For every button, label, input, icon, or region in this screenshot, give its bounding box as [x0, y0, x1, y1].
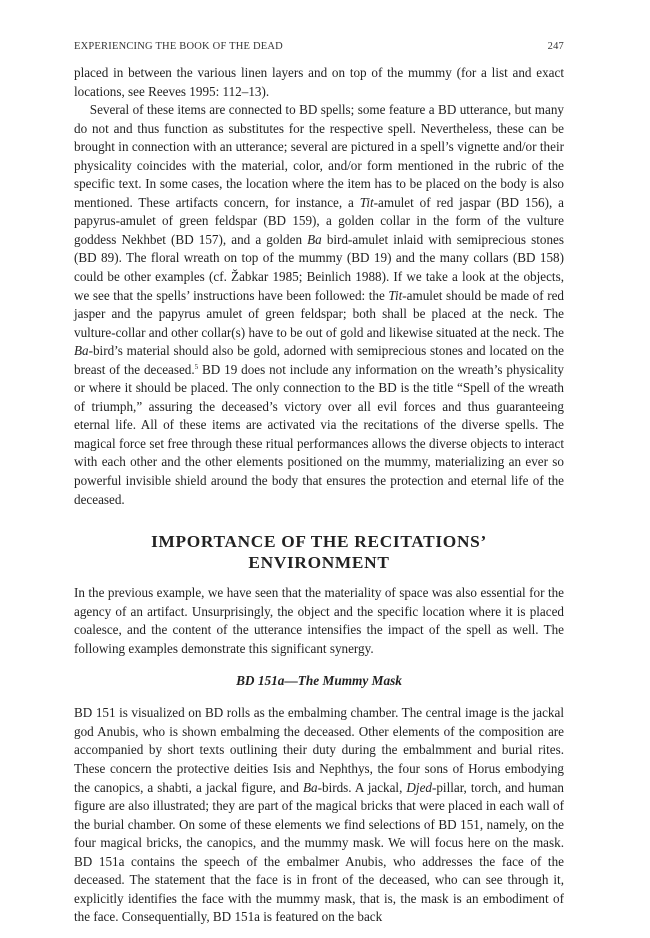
subsection-heading: BD 151a—The Mummy Mask: [236, 673, 402, 689]
footnote-marker[interactable]: 5: [194, 362, 199, 371]
paragraph-amulets: [74, 101, 564, 509]
paragraph-bd151: [74, 704, 564, 927]
italic-term: Ba: [74, 343, 89, 359]
italic-term: Djed: [406, 779, 432, 795]
body-text: [74, 64, 564, 927]
running-title: EXPERIENCING THE BOOK OF THE DEAD: [74, 41, 283, 52]
paragraph-text: In the previous example, we have seen that the materiality of space was also essential for the agency of an artifact. Unsurprisingly, the object and the specific location where it is placed coalesce, and the content of the utterance intensifies the impact of the spell as well. The following examples demonstrate this significant synergy.: [74, 585, 564, 656]
italic-term: Ba: [303, 779, 318, 795]
text-run: -bird’s material should also be gold, adorned with semiprecious stones and located on the breast of the deceased.: [74, 343, 564, 377]
text-run: BD 151 is visualized on BD rolls as the embalming chamber. The central image is the jackal god Anubis, who is shown embalming the deceased. Other elements of the composition are accompanied by short texts outlining their duty during the embalmment and burial rites. These concern the protective deities Isis and Nephthys, the four sons of Horus embodying the canopics, a shabti, a jackal figure, and: [74, 705, 564, 795]
italic-term: Tit: [359, 194, 374, 210]
text-run: bird-amulet inlaid with semiprecious stones (BD 89). The floral wreath on top of the mummy (BD 19) and the many collars (BD 158) could be other examples (cf. Žabkar 1985; Beinlich 1988). If we take a look at the objects, we see that the spells’ instructions have been followed: the: [74, 231, 564, 303]
italic-term: Ba: [307, 231, 322, 247]
paragraph-text: placed in between the various linen layers and on top of the mummy (for a list and exact locations, see Reeves 1995: 112–13).: [74, 65, 564, 99]
section-heading: IMPORTANCE OF THE RECITATIONS’ ENVIRONMENT: [151, 532, 487, 573]
book-page: [74, 41, 564, 927]
page-number: 247: [547, 41, 564, 52]
text-run: BD 19 does not include any information on the wreath’s physicality or where it should be placed. The only connection to the BD is the title “Spell of the wreath of triumph,” assuring the deceased’s victory over all evil forces and thus guaranteeing eternal life. All of these items are activated via the recitations of the diverse spells. The magical force set free through these ritual performances allows the diverse objects to interact with each other and the other elements positioned on the mummy, materializing an ever so powerful invisible shield around the body that ensures the protection and eternal life of the deceased.: [74, 361, 564, 507]
running-head: [74, 41, 564, 52]
paragraph-continued: [74, 64, 564, 101]
italic-term: Tit: [388, 287, 403, 303]
text-run: Several of these items are connected to BD spells; some feature a BD utterance, but many do not and thus function as substitutes for the respective spell. Nevertheless, these can be brought in connection with an utterance; several are pictured in a spell’s vignette and/or their physicality coincides with the material, color, and/or form mentioned in the rubric of the specific text. In some cases, the location where the item has to be placed on the body is also mentioned. These artifacts concern, for instance, a: [74, 102, 564, 210]
paragraph-intro: [74, 584, 564, 658]
text-run: -pillar, torch, and human figure are also illustrated; they are part of the magical bricks that were placed in each wall of the burial chamber. On some of these elements we find selections of BD 151, namely, on the four magical bricks, the canopics, and the mummy mask. We will focus here on the mask. BD 151a contains the speech of the embalmer Anubis, who addresses the face of the deceased. The statement that the face is in front of the deceased, who can see through it, explicitly identifies the face with the mummy mask, that is, the mask is an embodiment of the face. Consequentially, BD 151a is featured on the back: [74, 779, 564, 925]
text-run: -amulet should be made of red jasper and the papyrus amulet of green feldspar; both shall be placed at the neck. The vulture-collar and other collar(s) have to be out of gold and likewise situated at the neck. The: [74, 287, 564, 340]
text-run: -birds. A jackal,: [317, 779, 407, 795]
text-run: -amulet of red jaspar (BD 156), a papyrus-amulet of green feldspar (BD 159), a golden collar in the form of the vulture goddess Nekhbet (BD 157), and a golden: [74, 194, 564, 247]
